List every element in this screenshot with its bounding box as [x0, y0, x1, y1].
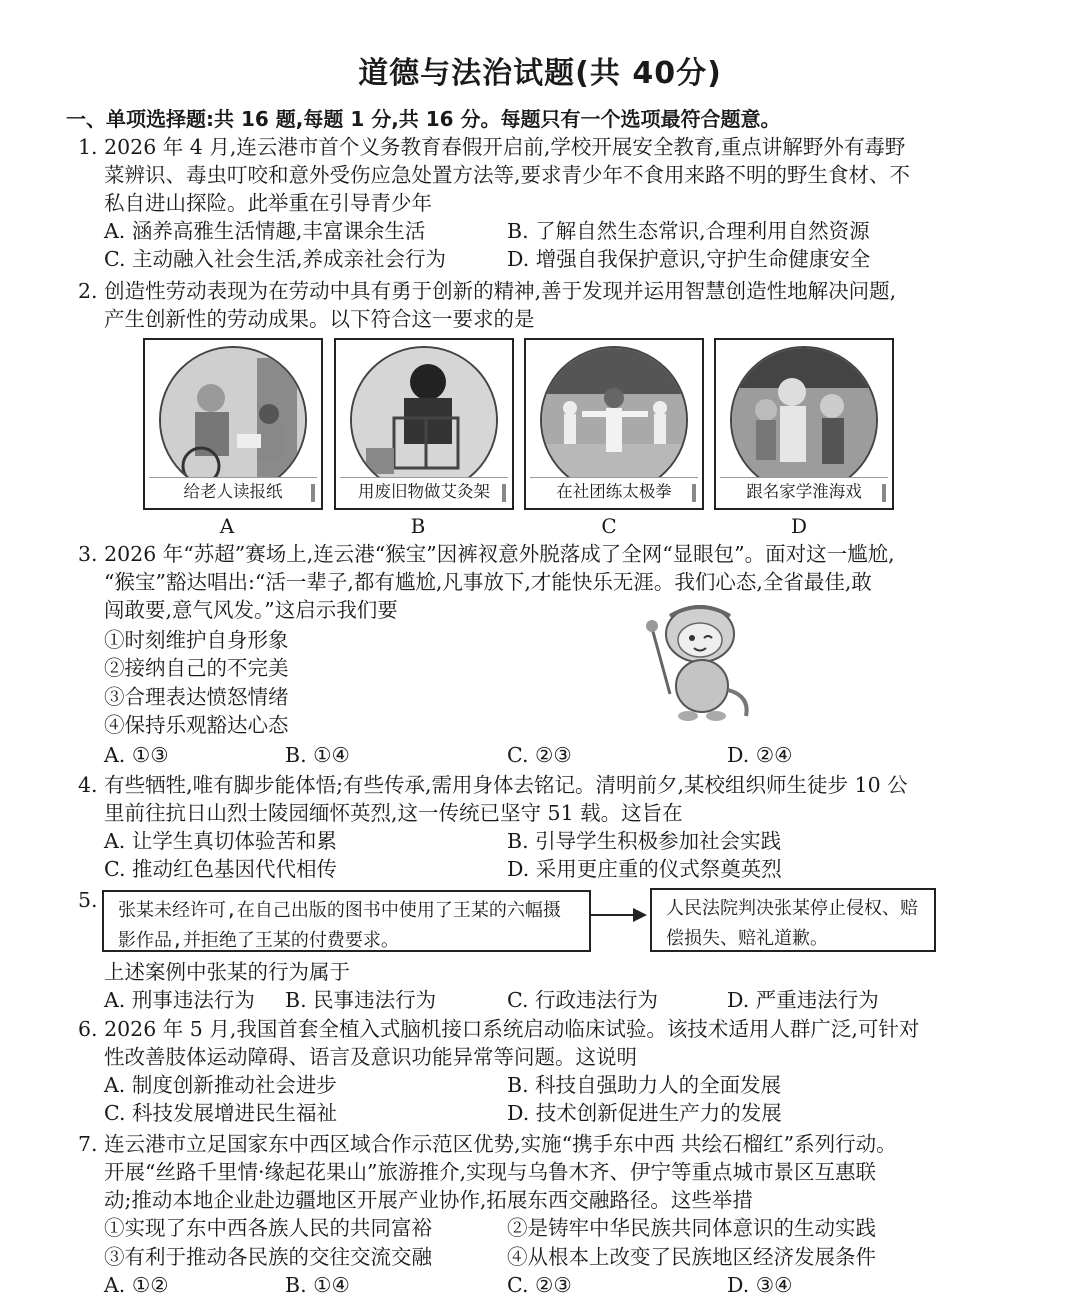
- q6-option-d: D. 技术创新促进生产力的发展: [507, 1101, 782, 1125]
- q3-option-c: C. ②③: [507, 743, 572, 767]
- arrow-right-icon: [633, 908, 647, 922]
- arrow-line: [591, 914, 635, 916]
- picture-a-caption: 给老人读报纸: [149, 477, 317, 506]
- q3-line-2: “猴宝”豁达唱出:“活一辈子,都有尴尬,凡事放下,才能快乐无涯。我们心态,全省最佳,敢: [104, 570, 872, 594]
- q1-option-c: C. 主动融入社会生活,养成亲社会行为: [104, 247, 447, 271]
- q7-option-d: D. ③④: [727, 1273, 793, 1297]
- q1-line-3: 私自进山探险。此举重在引导青少年: [104, 191, 432, 215]
- q5-number: 5.: [78, 888, 98, 912]
- case-description-box: 张某未经许可,在自己出版的图书中使用了王某的六幅摄影作品,并拒绝了王某的付费要求。: [102, 890, 591, 952]
- q1-line-2: 菜辨识、毒虫叮咬和意外受伤应急处置方法等,要求青少年不食用来路不明的野生食材、不: [104, 163, 911, 187]
- q6-line-1: 6. 2026 年 5 月,我国首套全植入式脑机接口系统启动临床试验。该技术适用人群广泛,可针对: [78, 1017, 920, 1041]
- picture-c: [524, 338, 704, 510]
- picture-d: [714, 338, 894, 510]
- q6-option-b: B. 科技自强助力人的全面发展: [507, 1073, 782, 1097]
- q5-option-d: D. 严重违法行为: [727, 988, 879, 1012]
- picture-c-caption: 在社团练太极拳: [530, 477, 698, 506]
- q7-item-4: ④从根本上改变了民族地区经济发展条件: [507, 1245, 876, 1269]
- q6-option-c: C. 科技发展增进民生福祉: [104, 1101, 337, 1125]
- court-ruling-box: 人民法院判决张某停止侵权、赔偿损失、赔礼道歉。: [650, 888, 936, 952]
- q4-option-b: B. 引导学生积极参加社会实践: [507, 829, 782, 853]
- q4-option-c: C. 推动红色基因代代相传: [104, 857, 337, 881]
- q4-line-1: 4. 有些牺牲,唯有脚步能体悟;有些传承,需用身体去铭记。清明前夕,某校组织师生徒步 10 公: [78, 773, 908, 797]
- q1-line-1: 1. 2026 年 4 月,连云港市首个义务教育春假开启前,学校开展安全教育,重点讲解野外有毒野: [78, 135, 906, 159]
- section-heading: 一、单项选择题:共 16 题,每题 1 分,共 16 分。每题只有一个选项最符合题意。: [66, 107, 781, 131]
- q5-option-a: A. 刑事违法行为: [104, 988, 255, 1012]
- q7-line-1: 7. 连云港市立足国家东中西区域合作示范区优势,实施“携手东中西 共绘石榴红”系列行动。: [78, 1132, 897, 1156]
- q7-item-2: ②是铸牢中华民族共同体意识的生动实践: [507, 1216, 876, 1240]
- q5-stem: 上述案例中张某的行为属于: [104, 960, 350, 984]
- q1-option-b: B. 了解自然生态常识,合理利用自然资源: [507, 219, 870, 243]
- q6-line-2: 性改善肢体运动障碍、语言及意识功能异常等问题。这说明: [104, 1045, 637, 1069]
- q3-item-1: ①时刻维护自身形象: [104, 628, 289, 652]
- q7-item-3: ③有利于推动各民族的交往交流交融: [104, 1245, 432, 1269]
- q3-option-a: A. ①③: [104, 743, 169, 767]
- picture-b-photo: [350, 346, 498, 494]
- q3-option-d: D. ②④: [727, 743, 793, 767]
- q2-line-1: 2. 创造性劳动表现为在劳动中具有勇于创新的精神,善于发现并运用智慧创造性地解决问题,: [78, 279, 897, 303]
- picture-c-letter: C: [601, 514, 617, 538]
- q5-option-c: C. 行政违法行为: [507, 988, 658, 1012]
- q4-option-d: D. 采用更庄重的仪式祭奠英烈: [507, 857, 782, 881]
- monkey-mascot-illustration: [640, 598, 760, 724]
- picture-b-letter: B: [410, 514, 426, 538]
- q6-option-a: A. 制度创新推动社会进步: [104, 1073, 337, 1097]
- picture-a-letter: A: [219, 514, 235, 538]
- q1-option-a: A. 涵养高雅生活情趣,丰富课余生活: [104, 219, 426, 243]
- picture-a-photo: [159, 346, 307, 494]
- picture-d-caption: 跟名家学淮海戏: [720, 477, 888, 506]
- picture-c-photo: [540, 346, 688, 494]
- q7-option-c: C. ②③: [507, 1273, 572, 1297]
- q3-item-3: ③合理表达愤怒情绪: [104, 685, 289, 709]
- picture-b: [334, 338, 514, 510]
- q7-item-1: ①实现了东中西各族人民的共同富裕: [104, 1216, 432, 1240]
- q3-option-b: B. ①④: [285, 743, 350, 767]
- picture-d-photo: [730, 346, 878, 494]
- page-title: 道德与法治试题(共 40分): [358, 56, 722, 91]
- q5-option-b: B. 民事违法行为: [285, 988, 437, 1012]
- q7-option-b: B. ①④: [285, 1273, 350, 1297]
- q3-line-3: 闯敢要,意气风发。”这启示我们要: [104, 598, 398, 622]
- q3-line-1: 3. 2026 年“苏超”赛场上,连云港“猴宝”因裤衩意外脱落成了全网“显眼包”。面对这一尴尬,: [78, 542, 895, 566]
- q1-option-d: D. 增强自我保护意识,守护生命健康安全: [507, 247, 871, 271]
- picture-a: [143, 338, 323, 510]
- picture-b-caption: 用废旧物做艾灸架: [340, 477, 508, 506]
- q4-option-a: A. 让学生真切体验苦和累: [104, 829, 337, 853]
- q7-line-2: 开展“丝路千里情·缘起花果山”旅游推介,实现与乌鲁木齐、伊宁等重点城市景区互惠联: [104, 1160, 876, 1184]
- q3-item-4: ④保持乐观豁达心态: [104, 713, 289, 737]
- q3-item-2: ②接纳自己的不完美: [104, 656, 289, 680]
- q7-option-a: A. ①②: [104, 1273, 169, 1297]
- q4-line-2: 里前往抗日山烈士陵园缅怀英烈,这一传统已坚守 51 载。这旨在: [104, 801, 683, 825]
- q7-line-3: 动;推动本地企业赴边疆地区开展产业协作,拓展东西交融路径。这些举措: [104, 1188, 753, 1212]
- q2-line-2: 产生创新性的劳动成果。以下符合这一要求的是: [104, 307, 535, 331]
- picture-d-letter: D: [790, 514, 808, 538]
